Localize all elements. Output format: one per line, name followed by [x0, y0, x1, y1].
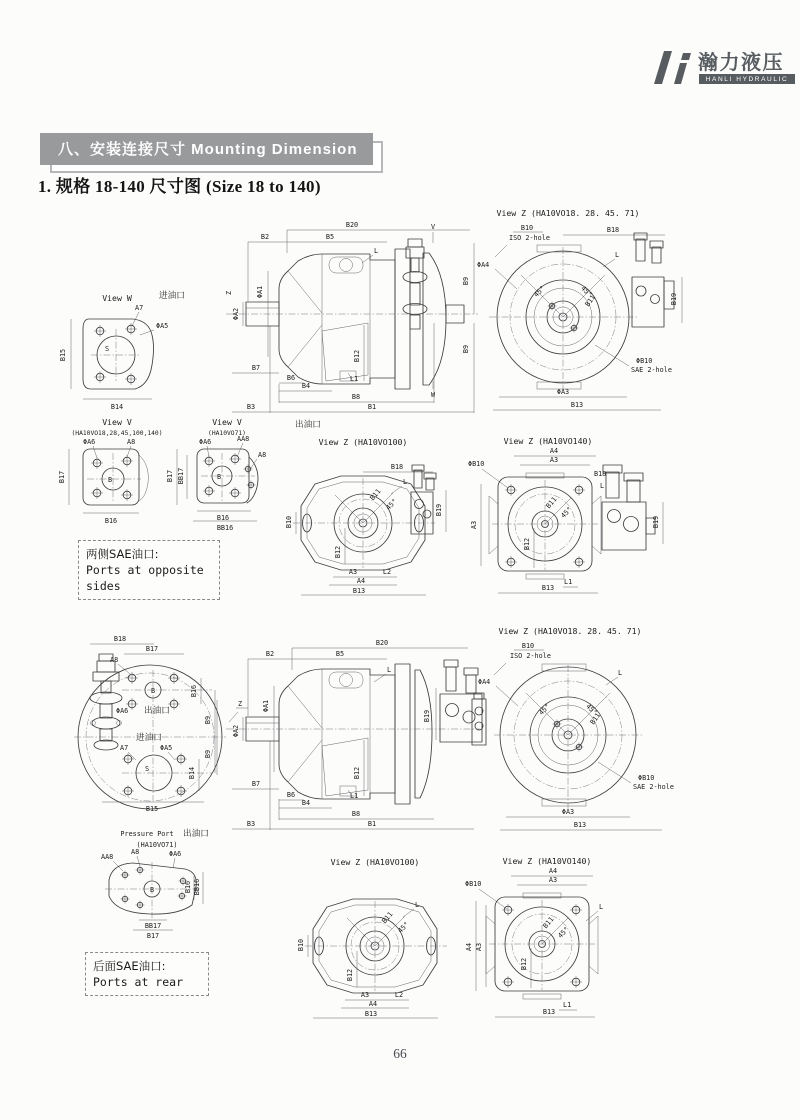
dim-label: B17 [166, 469, 174, 483]
dim-label: ΦA3 [561, 808, 575, 816]
dim-label: B19 [670, 292, 678, 306]
dim-label: B3 [246, 820, 256, 828]
drawing-stroke [426, 478, 434, 490]
dim-label: V [430, 223, 436, 231]
drawing-stroke [121, 895, 130, 904]
dim-label: B19 [435, 503, 443, 517]
dim-label: 出油口 [183, 829, 209, 839]
drawing-stroke [423, 253, 446, 385]
drawing-stroke [573, 484, 585, 496]
page-number: 66 [393, 1046, 407, 1061]
drawing-stroke [568, 693, 610, 735]
dim-label: 进油口 [136, 733, 162, 743]
drawing-stroke [93, 446, 97, 458]
dim-label: B20 [345, 221, 359, 229]
dim-label: L [599, 903, 604, 911]
drawing-stroke [125, 323, 137, 335]
drawing-stroke [415, 670, 432, 798]
dim-label: B [149, 886, 155, 894]
dim-label: A7 [135, 304, 144, 312]
dim-label: B20 [375, 639, 389, 647]
drawing-stroke [125, 373, 137, 385]
drawing-stroke [100, 729, 112, 741]
drawing-stroke [502, 904, 514, 916]
dim-label: Pressure Port [120, 830, 174, 838]
drawing-stroke [494, 663, 506, 675]
dim-label: W [430, 391, 436, 399]
dim-label: B1 [367, 403, 377, 411]
dim-label: B7 [251, 780, 261, 788]
drawing-stroke [237, 443, 243, 457]
dim-label: A3 [470, 520, 478, 530]
dim-label: SAE 2-hole [633, 783, 674, 791]
drawing-stroke [229, 712, 238, 722]
dim-label: A8 [258, 451, 267, 459]
drawing-stroke [444, 660, 458, 667]
drawing-view-z-140-mid [468, 432, 670, 617]
dim-label: B [217, 473, 222, 481]
dim-label: B12 [520, 957, 528, 971]
dim-label: ΦA6 [116, 707, 129, 715]
section-banner [40, 133, 373, 165]
dim-label: B9 [204, 749, 212, 759]
dim-label: B12 [353, 349, 361, 363]
dim-label: B18 [113, 635, 127, 643]
drawing-stroke [495, 269, 517, 289]
drawing-stroke [624, 517, 639, 532]
dim-label: L2 [394, 991, 404, 999]
dim-label: B11 [368, 487, 383, 502]
logo-h-icon [652, 48, 694, 88]
drawing-stroke [652, 247, 661, 263]
drawing-stroke [136, 866, 145, 875]
drawing-stroke [496, 686, 518, 706]
note-en: Ports at opposite [86, 563, 204, 577]
drawing-stroke [329, 257, 363, 273]
dim-label: B13 [573, 821, 587, 829]
dim-label: B15 [59, 348, 67, 362]
drawing-stroke [118, 664, 130, 674]
dim-label: L1 [563, 1001, 572, 1009]
dim-label: View Z (HA10VO100) [330, 857, 420, 867]
dim-label: BB16 [216, 524, 234, 532]
drawing-stroke [632, 277, 664, 327]
dim-label: 45° [559, 505, 574, 520]
dim-label: B14 [110, 403, 124, 411]
drawing-stroke [495, 245, 507, 257]
drawing-stroke [121, 489, 133, 501]
dim-label: BB16 [193, 878, 201, 896]
dim-label: ΦA6 [169, 850, 182, 858]
dim-label: B18 [390, 463, 404, 471]
dim-label: 45° [584, 702, 599, 717]
dim-label: B16 [190, 684, 198, 698]
drawing-stroke [139, 455, 148, 501]
drawing-stroke [94, 740, 118, 750]
drawing-stroke [482, 469, 508, 488]
dim-label: 出油口 [295, 420, 321, 430]
drawing-stroke [446, 704, 459, 717]
drawing-stroke [486, 916, 495, 974]
dim-label: ΦB10 [465, 880, 482, 888]
dim-label: B16 [104, 517, 118, 525]
drawing-pressure-port [95, 828, 240, 943]
dim-label: B6 [286, 791, 296, 799]
dim-label: B10 [521, 642, 535, 650]
drawing-stroke [395, 664, 410, 804]
drawing-stroke [175, 753, 187, 765]
dim-label: B13 [570, 401, 584, 409]
dim-label: S [105, 345, 110, 353]
dim-label: B12 [334, 545, 342, 559]
dim-label: B5 [335, 650, 345, 658]
dim-label: A4 [356, 577, 366, 585]
drawing-view-z-1871-bottom [470, 623, 700, 850]
drawing-stroke [411, 258, 419, 272]
drawing-stroke [340, 259, 353, 272]
note-en2: sides [86, 579, 121, 593]
dim-label: A4 [465, 942, 473, 952]
drawing-stroke [523, 994, 561, 999]
drawing-stroke [408, 239, 422, 247]
dim-label: L [615, 251, 620, 259]
dim-label: A8 [131, 848, 140, 856]
drawing-stroke [505, 556, 517, 568]
dim-label: ΦA6 [199, 438, 212, 446]
dim-label: B19 [423, 709, 431, 723]
dim-label: View W [102, 293, 132, 303]
drawing-stroke [414, 470, 422, 488]
dim-label: ΦA4 [477, 261, 490, 269]
dim-label: ΦA6 [83, 438, 96, 446]
drawing-stroke [173, 858, 175, 868]
dim-label: A8 [110, 656, 119, 664]
drawing-stroke [91, 457, 103, 469]
drawing-stroke [603, 259, 615, 267]
dim-label: View Z (HA10VO140) [502, 856, 592, 866]
drawing-stroke [247, 481, 256, 490]
dim-label: B17 [145, 645, 159, 653]
drawing-stroke [340, 674, 353, 687]
dim-label: AA8 [237, 435, 250, 443]
drawing-view-z-100-bottom [295, 851, 473, 1031]
dim-label: B3 [246, 403, 256, 411]
dim-label: SAE 2-hole [631, 366, 672, 374]
drawing-stroke [489, 496, 498, 554]
dim-label: B10 [520, 224, 534, 232]
drawing-stroke [246, 302, 279, 326]
dim-label: A8 [127, 438, 136, 446]
dim-label: B4 [301, 382, 311, 390]
dim-label: View Z (HA10VO100) [318, 437, 408, 447]
dim-label: (HA10VO18,28,45,100,140) [71, 430, 163, 437]
drawing-stroke [122, 753, 134, 765]
dim-label: View Z (HA10VO18. 28. 45. 71) [498, 626, 642, 636]
dim-label: 45° [579, 284, 594, 299]
drawing-stroke [229, 453, 241, 465]
drawing-stroke [94, 325, 106, 337]
drawing-stroke [127, 446, 131, 457]
drawing-stroke [586, 911, 598, 921]
dim-label: ΦA5 [156, 322, 169, 330]
note-cn: 两侧SAE油口: [86, 547, 159, 561]
drawing-stroke [681, 53, 691, 60]
drawing-stroke [598, 762, 631, 783]
dim-label: L [600, 482, 605, 490]
dim-label: L1 [564, 578, 573, 586]
dim-label: B11 [544, 495, 559, 510]
drawing-stroke [94, 371, 106, 383]
drawing-stroke [121, 871, 130, 880]
dim-label: (HA10VO71) [136, 841, 178, 849]
drawing-view-z-100-mid [283, 432, 468, 617]
drawing-stroke [570, 904, 582, 916]
drawing-stroke [674, 63, 687, 84]
dim-label: L1 [350, 375, 359, 383]
dim-label: A7 [120, 744, 129, 752]
dim-label: B19 [652, 515, 660, 529]
dim-label: L [415, 901, 420, 909]
dim-label: 45° [537, 702, 552, 717]
dim-label: ΦA2 [232, 307, 240, 321]
dim-label: Z [238, 700, 243, 708]
drawing-stroke [446, 667, 456, 691]
drawing-stroke [229, 487, 241, 499]
dim-label: L [618, 669, 623, 677]
dim-label: ΦB10 [636, 357, 653, 365]
drawing-stroke [395, 249, 410, 389]
note-ports-opposite [78, 540, 220, 600]
drawing-stroke [595, 345, 629, 366]
dim-label: 45° [556, 925, 571, 940]
dim-label: B8 [351, 810, 361, 818]
note-ports-rear [85, 952, 209, 996]
dim-label: ISO 2-hole [510, 652, 551, 660]
drawing-stroke [415, 500, 424, 509]
drawing-stroke [168, 698, 180, 710]
drawing-stroke [288, 325, 322, 367]
drawing-stroke [608, 510, 621, 523]
drawing-stroke [570, 976, 582, 988]
drawing-stroke [654, 51, 672, 84]
drawing-stroke [288, 740, 322, 782]
drawing-stroke [168, 672, 180, 684]
drawing-stroke [244, 465, 253, 474]
dim-label: B16 [216, 514, 230, 522]
dim-label: L1 [350, 792, 359, 800]
dim-label: 45° [384, 497, 399, 512]
drawing-stroke [423, 510, 431, 518]
dim-label: L [403, 478, 408, 486]
dim-label: B12 [353, 766, 361, 780]
dim-label: B7 [251, 364, 261, 372]
dim-label: B10 [285, 515, 293, 529]
drawing-stroke [411, 492, 433, 534]
dim-label: ΦA2 [232, 724, 240, 738]
dim-label: A3 [475, 942, 483, 952]
dim-label: View V [102, 417, 132, 427]
drawing-stroke [589, 916, 598, 974]
drawing-stroke [475, 722, 483, 730]
dim-label: B4 [301, 799, 311, 807]
dim-label: B8 [351, 393, 361, 401]
drawing-stroke [83, 319, 154, 389]
dim-label: B17 [146, 932, 160, 940]
dim-label: B2 [265, 650, 275, 658]
drawing-stroke [479, 889, 507, 909]
logo-cn-text: 瀚力液压 [698, 50, 784, 74]
dim-label: 45° [532, 284, 547, 299]
dim-label: B16 [184, 880, 192, 894]
dim-label: ΦB10 [468, 460, 485, 468]
dim-label: BB17 [144, 922, 162, 930]
dim-label: B9 [462, 276, 470, 286]
dim-label: L2 [382, 568, 392, 576]
dim-label: ΦA4 [478, 678, 491, 686]
drawing-stroke [636, 286, 646, 296]
drawing-stroke [627, 480, 640, 502]
banner-title: 八、安装连接尺寸 Mounting Dimension [40, 133, 373, 165]
dim-label: B13 [542, 1008, 556, 1016]
drawing-stroke [279, 669, 395, 799]
dim-label: BB17 [177, 467, 185, 485]
dim-label: ISO 2-hole [509, 234, 550, 242]
drawing-stroke [279, 254, 395, 384]
note-en: Ports at rear [93, 975, 184, 989]
drawing-stroke [288, 686, 322, 728]
drawing-stroke [136, 901, 145, 910]
dim-label: L [374, 247, 379, 255]
drawing-stroke [322, 323, 368, 381]
dim-label: View Z (HA10VO18. 28. 45. 71) [496, 208, 640, 218]
dim-label: A3 [360, 991, 370, 999]
dim-label: S [145, 765, 150, 773]
dim-label: B13 [352, 587, 366, 595]
dim-label: ΦA1 [256, 285, 264, 299]
drawing-view-z-140-bottom [465, 851, 670, 1033]
drawing-side-view-bottom [222, 628, 484, 848]
dim-label: B15 [145, 805, 159, 813]
drawing-stroke [168, 752, 175, 760]
drawing-stroke [137, 856, 140, 866]
dim-label: ΦB10 [638, 774, 655, 782]
dim-label: B11 [588, 711, 603, 727]
dim-label: B9 [462, 344, 470, 354]
drawing-stroke [505, 484, 517, 496]
drawing-stroke [288, 271, 322, 313]
drawing-stroke [502, 976, 514, 988]
drawing-stroke [606, 677, 618, 685]
drawing-stroke [526, 693, 568, 735]
dim-label: B18 [594, 470, 607, 478]
dim-label: ΦA3 [556, 388, 570, 396]
drawing-stroke [362, 255, 373, 263]
dim-label: B5 [325, 233, 335, 241]
dim-label: A4 [368, 1000, 378, 1008]
dim-label: View Z (HA10VO140) [503, 436, 593, 446]
dim-label: A3 [348, 568, 358, 576]
dim-label: B13 [364, 1010, 378, 1018]
drawing-stroke [475, 707, 483, 715]
drawing-stroke [651, 295, 660, 304]
note-cn: 后面SAE油口: [93, 959, 166, 973]
dim-label: A4 [549, 447, 559, 455]
dim-label: ΦA1 [262, 699, 270, 713]
dim-label: 出油口 [144, 706, 170, 716]
drawing-stroke [575, 743, 584, 752]
dim-label: B6 [286, 374, 296, 382]
drawing-stroke [521, 275, 563, 317]
dim-label: View V [212, 417, 242, 427]
dim-label: 进油口 [159, 291, 185, 301]
dim-label: A3 [549, 456, 559, 464]
brand-logo [652, 46, 789, 94]
drawing-stroke [410, 315, 420, 329]
drawing-stroke [592, 496, 601, 554]
drawing-stroke [573, 556, 585, 568]
dim-label: B1 [367, 820, 377, 828]
dim-label: B14 [188, 766, 196, 780]
drawing-stroke [203, 485, 215, 497]
drawing-side-view-top [222, 213, 484, 430]
drawing-stroke [526, 574, 564, 579]
drawing-stroke [90, 692, 122, 704]
dim-label: B13 [541, 584, 555, 592]
dim-label: B12 [523, 537, 531, 551]
drawing-stroke [126, 672, 138, 684]
dim-label: (HA10VO71) [208, 430, 246, 437]
dim-label: A4 [548, 867, 558, 875]
drawing-stroke [100, 704, 112, 718]
drawing-stroke [410, 283, 420, 305]
dim-label: A3 [548, 876, 558, 884]
drawing-view-z-1871-top [473, 205, 700, 427]
dim-label: B10 [297, 938, 305, 952]
dim-label: L [387, 666, 392, 674]
dim-label: B18 [606, 226, 620, 234]
dim-label: B [150, 687, 156, 695]
dim-label: B9 [204, 715, 212, 725]
drawing-stroke [92, 717, 120, 729]
page-title: 1. 规格 18-140 尺寸图 (Size 18 to 140) [38, 177, 321, 196]
drawing-stroke [91, 487, 103, 499]
dim-label: 45° [396, 920, 411, 935]
drawing-stroke [329, 672, 363, 688]
dim-label: B12 [346, 968, 354, 982]
drawing-stroke [322, 738, 368, 796]
dim-label: Z [225, 290, 233, 296]
dim-label: B [108, 476, 113, 484]
drawing-stroke [563, 275, 605, 317]
dim-label: ΦA5 [160, 744, 173, 752]
drawing-stroke [207, 446, 209, 457]
drawing-stroke [606, 472, 619, 498]
dim-label: B17 [58, 470, 66, 484]
dim-label: B11 [541, 915, 556, 930]
logo-en-text: HANLI HYDRAULIC [699, 74, 795, 84]
drawing-stroke [474, 693, 484, 699]
drawing-stroke [636, 239, 645, 261]
dim-label: B11 [380, 910, 395, 925]
dim-label: AA8 [101, 853, 114, 861]
dim-label: B11 [583, 293, 598, 309]
dim-label: B2 [260, 233, 270, 241]
